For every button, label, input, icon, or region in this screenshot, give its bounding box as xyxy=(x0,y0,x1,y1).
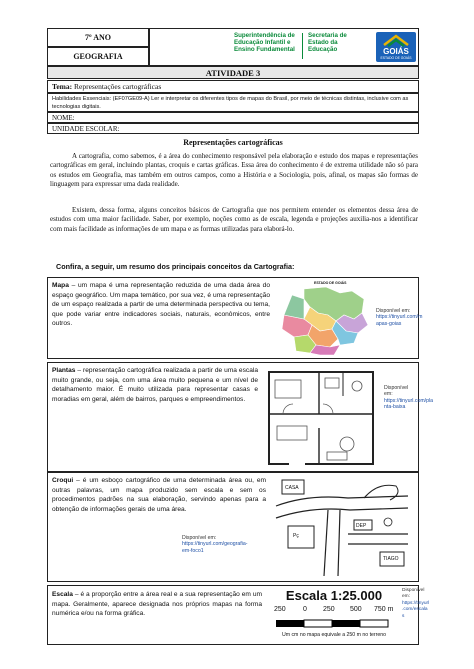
plantas-definition: – representação cartográfica realizada a partir de uma escala muito grande, ou seja, com uma área muito pequena e um nível de detalhamento maior. É muito utilizada para representar casas e moradias em geral, além de bairros, parques e empreendimentos. xyxy=(52,367,258,403)
header-grade-cell xyxy=(47,28,149,47)
escala-box xyxy=(47,585,430,645)
tema-text xyxy=(48,81,418,93)
scale-bar-icon xyxy=(275,619,395,629)
escala-link-line: em: xyxy=(402,594,410,600)
nome-row xyxy=(47,112,419,123)
escala-link-line: .com/escala xyxy=(402,607,428,613)
mapa-link-line: Disponível em: xyxy=(376,308,411,314)
scale-tick: 500 xyxy=(350,606,362,613)
habilidades-row xyxy=(47,93,419,112)
logo-left-line: Superintendência de xyxy=(234,32,295,39)
tema-row xyxy=(47,80,419,93)
intro-paragraph-2: Existem, dessa forma, alguns conceitos básicos de Cartografia que nos permitem entender os elementos dessa área de estudos com uma maior facilidade. Saber, por exemplo, noções como as de escala, legenda e projeções auxilia-nos a identificar com mais facilidade as informações de um mapa e as formas utilizadas para elaborá-lo. xyxy=(50,206,418,233)
subject-label: GEOGRAFIA xyxy=(73,52,123,61)
escala-source-link[interactable] xyxy=(402,588,430,620)
escala-link-line: s xyxy=(402,613,405,619)
scale-tick: 750 m xyxy=(374,606,394,613)
croqui-link-line: em-foco1 xyxy=(182,547,204,554)
intro-paragraph-1: A cartografia, como sabemos, é a área do conhecimento responsável pela elaboração e estudo dos mapas e representações cartográficas em geral, incluindo plantas, croquis e cartas gráficas. Essa área do conhecimento é de extrema utilidade não só para os estudos em Geografia, mas também em outros campos, como a História e a Sociologia, pois, afinal, os mapas são formas de linguagem para expressar uma dada realidade. xyxy=(50,152,418,189)
croqui-text xyxy=(52,476,266,514)
croqui-label-dep: DEP xyxy=(356,523,367,529)
mapa-link-line: https://tinyurl.com/m xyxy=(376,314,423,321)
tema-label: Tema: xyxy=(52,82,73,91)
mapa-term: Mapa xyxy=(52,282,69,289)
plantas-link-line: https://tinyurl.com/pla xyxy=(384,397,434,404)
croqui-term: Croqui xyxy=(52,477,74,484)
mapa-source-link[interactable] xyxy=(376,308,423,327)
croqui-source-link[interactable] xyxy=(182,535,262,554)
escala-link-line: Disponível xyxy=(402,588,425,593)
habilidades-text: Habilidades Essenciais: (EF07GE09-A) Ler e interpretar os diferentes tipos de mapas do Brasil, por meio de técnicas distintas, inclusive com as tecnologias digitais. xyxy=(52,96,409,110)
mapa-text xyxy=(52,281,270,329)
summary-title: Confira, a seguir, um resumo dos principais conceitos da Cartografia: xyxy=(56,262,295,271)
activity-bar xyxy=(47,66,419,79)
scale-tick: 250 xyxy=(274,606,286,613)
header-logo-cell xyxy=(149,28,419,66)
goias-map-title: ESTADO DE GOIÁS xyxy=(314,281,347,285)
croqui-link-line: Disponível em: xyxy=(182,535,217,541)
scale-caption: Um cm no mapa equivale a 250 m no terreno xyxy=(281,632,387,638)
plantas-term: Plantas xyxy=(52,367,76,374)
logo-right-line: Educação xyxy=(308,46,338,53)
nome-label: NOME: xyxy=(52,114,75,122)
croqui-box xyxy=(47,472,419,582)
escala-definition: – é a proporção entre a área real e a sua representação em um mapa. Geralmente, aparece designada nos próprios mapas na forma numérica e/ou na forma gráfica. xyxy=(52,591,262,618)
grade-label: 7º ANO xyxy=(85,33,111,42)
goias-regions-map-icon xyxy=(274,285,370,357)
section-title: Representações cartográficas xyxy=(183,138,283,147)
scale-title: Escala 1:25.000 xyxy=(285,588,383,603)
unidade-label: UNIDADE ESCOLAR: xyxy=(52,125,120,133)
goias-map-image xyxy=(274,281,370,357)
activity-title: ATIVIDADE 3 xyxy=(205,68,261,78)
croqui-link-line: https://tinyurl.com/geografia- xyxy=(182,541,248,548)
scale-tick: 0 xyxy=(303,606,307,613)
escala-text xyxy=(52,590,262,619)
escala-term: Escala xyxy=(52,591,73,598)
croqui-definition: – é um esboço cartográfico de uma determinada área ou, em outras palavras, um mapa produzido sem escala e sem os procedimentos padrões na sua elaboração, servindo apenas para a obtenção de informações gerais de uma área. xyxy=(52,477,266,513)
logo-left-line: Ensino Fundamental xyxy=(234,46,295,53)
floor-plan-icon xyxy=(263,366,379,470)
mapa-box xyxy=(47,277,423,359)
logo-divider xyxy=(302,33,303,59)
croqui-label-praca: Pç xyxy=(293,533,299,539)
mapa-definition: – um mapa é uma representação reduzida de uma dada área do espaço geográfico. Um mapa temático, por sua vez, é uma representação de um espaço realizada a partir de uma determinada perspectiva ou tema, que pode variar entre indicadores sociais, naturais, econômicos, entre outros. xyxy=(52,282,270,328)
croqui-sketch-icon xyxy=(268,476,418,580)
header-subject-cell xyxy=(47,47,149,66)
tema-value: Representações cartográficas xyxy=(74,82,162,91)
plantas-source-link[interactable] xyxy=(384,385,434,411)
scale-tick-labels xyxy=(268,606,400,616)
plantas-box xyxy=(47,362,434,472)
goias-logo xyxy=(376,32,416,62)
logo-left-line: Educação Infantil e xyxy=(234,39,291,46)
croqui-label-casa: CASA xyxy=(285,485,299,491)
escala-link-line: https://tinyurl xyxy=(402,600,430,606)
goias-brand: GOIÁS xyxy=(383,47,409,56)
scale-tick: 250 xyxy=(323,606,335,613)
mapa-link-line: apas-goias xyxy=(376,320,402,327)
logo-right-line: Estado da xyxy=(308,39,338,46)
croqui-label-tiago: TIAGO xyxy=(383,556,399,562)
logo-right-line: Secretaria de xyxy=(308,32,347,39)
plantas-text xyxy=(52,366,258,404)
plantas-link-line: Disponível em: xyxy=(384,385,409,398)
unidade-row xyxy=(47,123,419,134)
plantas-link-line: nta-baixa xyxy=(384,404,406,411)
logo-right xyxy=(308,32,368,53)
goias-tag: ESTADO DE GOIÁS xyxy=(380,56,412,60)
